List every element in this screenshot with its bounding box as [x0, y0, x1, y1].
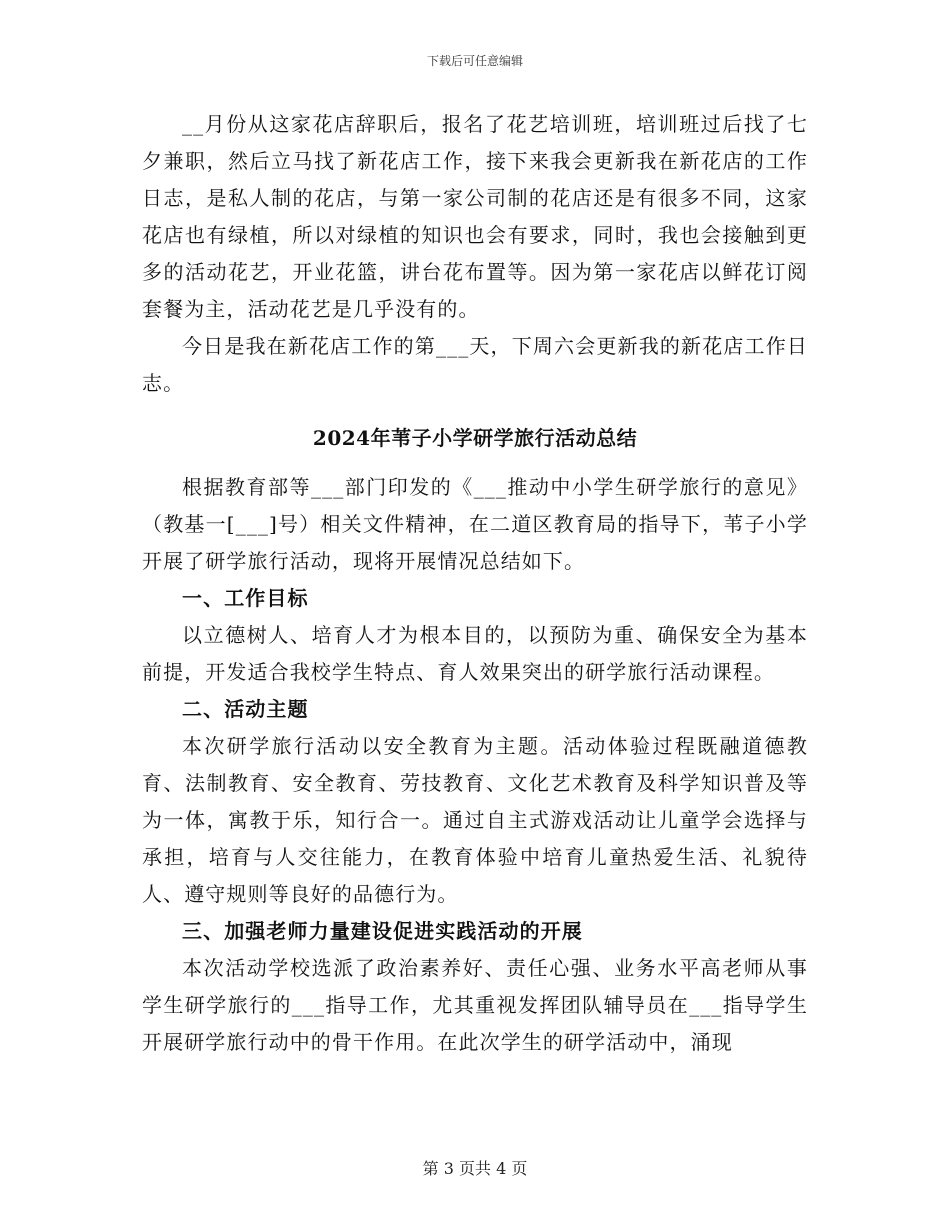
article-intro: 根据教育部等___部门印发的《___推动中小学生研学旅行的意见》（教基一[___]号）相关文件精神，在二道区教育局的指导下，苇子小学开展了研学旅行活动，现将开展情况总结如下。: [142, 475, 808, 573]
intro-paragraph-2: 今日是我在新花店工作的第___天，下周六会更新我的新花店工作日志。: [142, 334, 808, 395]
section-body-theme: 本次研学旅行活动以安全教育为主题。活动体验过程既融道德教育、法制教育、安全教育、劳技教育、文化艺术教育及科学知识普及等为一体，寓教于乐，知行合一。通过自主式游戏活动让儿童学会选择与承担，培育与人交往能力，在教育体验中培育儿童热爱生活、礼貌待人、遵守规则等良好的品德行为。: [142, 734, 808, 906]
section-heading-theme: 二、活动主题: [182, 697, 309, 721]
section-body-goals: 以立德树人、培育人才为根本目的，以预防为重、确保安全为基本前提，开发适合我校学生特点、育人效果突出的研学旅行活动课程。: [142, 623, 808, 684]
page-footer: 第 3 页共 4 页: [422, 1159, 528, 1178]
article-title: 2024年苇子小学研学旅行活动总结: [312, 426, 638, 450]
section-body-teachers: 本次活动学校选派了政治素养好、责任心强、业务水平高老师从事学生研学旅行的___指导工作，尤其重视发挥团队辅导员在___指导学生开展研学旅行动中的骨干作用。在此次学生的研学活动中，涌现: [142, 956, 808, 1054]
section-heading-teachers: 三、加强老师力量建设促进实践活动的开展: [182, 919, 583, 943]
page-header: 下载后可任意编辑: [426, 54, 523, 68]
section-heading-goals: 一、工作目标: [182, 586, 309, 610]
document-body: [142, 106, 808, 1061]
intro-paragraph-1: __月份从这家花店辞职后，报名了花艺培训班，培训班过后找了七夕兼职，然后立马找了新花店工作，接下来我会更新我在新花店的工作日志，是私人制的花店，与第一家公司制的花店还是有很多不同，这家花店也有绿植，所以对绿植的知识也会有要求，同时，我也会接触到更多的活动花艺，开业花篮，讲台花布置等。因为第一家花店以鲜花订阅套餐为主，活动花艺是几乎没有的。: [142, 112, 808, 321]
